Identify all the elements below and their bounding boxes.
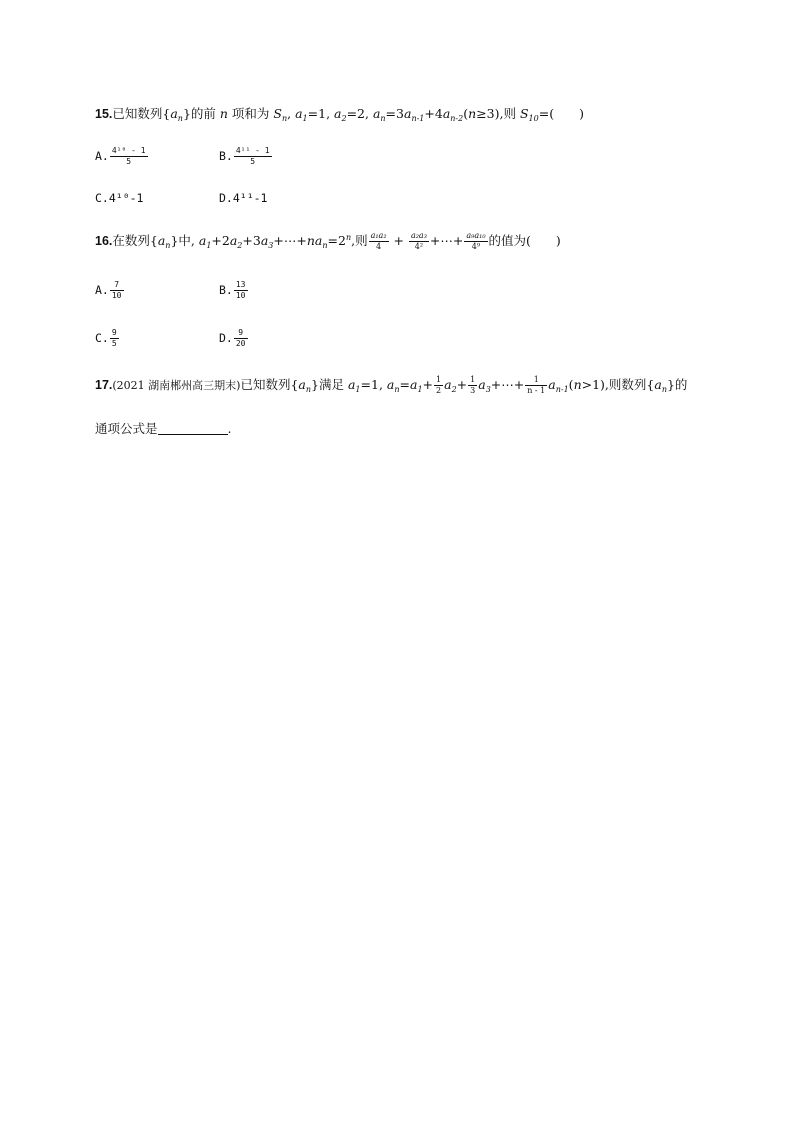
q17-text: 通项公式是 [95, 421, 158, 436]
question-15: 15.已知数列$\{a_n\}$的前 n 项和为 $S_n$, $a_1=1$, $a_2=2$, $a_n=3a_{n-1}+4a_{n-2}(n\ge 3)$,则 $S_{10}=$( ) [95, 106, 584, 123]
q16-text: ,则 [351, 233, 368, 248]
option-text: 4¹¹-1 [232, 191, 268, 205]
math-a1: $a_1$ [198, 233, 212, 250]
option-a[interactable] [95, 146, 149, 167]
question-source: (2021 湖南郴州高三期末) [112, 379, 241, 392]
q17-text: ( [568, 377, 574, 392]
fraction [234, 328, 248, 349]
q16-text: 的值为( ) [488, 233, 561, 248]
answer-blank[interactable] [158, 420, 228, 435]
q17-text: + [422, 377, 434, 392]
math-an2: $a_{n-2}$ [442, 106, 464, 123]
option-label: B. [219, 149, 233, 163]
q17-text: =1, [360, 377, 387, 392]
q15-text: 项和为 [227, 106, 274, 121]
option-label: C. [95, 331, 109, 345]
denominator: 3 [470, 386, 476, 395]
question-17 [95, 375, 687, 396]
math-n: n [219, 106, 228, 121]
math-n: n [468, 106, 477, 121]
math-a2: $a_2$ [334, 106, 347, 123]
denominator: 5 [250, 157, 256, 166]
option-label: D. [219, 191, 233, 205]
denominator: 10 [235, 291, 246, 300]
math-a2: $a_2$ [229, 233, 243, 250]
math-a: $a_n$ [170, 106, 183, 123]
option-label: C. [95, 191, 109, 205]
q15-text: =( ) [538, 106, 584, 121]
math-a3: $a_3$ [260, 233, 274, 250]
numerator: 13 [235, 280, 246, 289]
math-an: $a_n$ [386, 377, 400, 394]
math-s: $S_n$ [273, 106, 288, 123]
fraction [464, 231, 487, 252]
math-an: $a_n$ [372, 106, 386, 123]
option-label: A. [95, 283, 109, 297]
numerator: 9 [234, 328, 248, 339]
option-label: D. [219, 331, 233, 345]
option-d[interactable] [219, 328, 249, 349]
denominator: 5 [111, 339, 117, 348]
q16-text: +⋯+ [429, 233, 464, 248]
denominator: 4⁹ [471, 242, 481, 251]
math-a3: $a_3$ [478, 377, 491, 394]
fraction [110, 280, 124, 301]
option-a[interactable] [95, 280, 125, 301]
q17-text: >1),则数列{ [581, 377, 655, 392]
numerator: 4¹⁰ - 1 [111, 146, 146, 155]
math-a1: $a_1$ [347, 377, 361, 394]
math-an1: $a_{n-1}$ [403, 106, 425, 123]
question-number: 17. [95, 378, 113, 392]
math-nan: $na_n$ [306, 233, 328, 250]
q15-text: =2, [346, 106, 373, 121]
numerator: 1 [525, 375, 547, 386]
q17-text: }的 [666, 377, 688, 392]
fraction [369, 231, 389, 252]
q16-text: +⋯+ [273, 233, 307, 248]
q17-text: + [456, 377, 468, 392]
math-a: $a_n$ [157, 233, 171, 250]
q16-text: +2 [211, 233, 230, 248]
q16-text: }中, [170, 233, 199, 248]
fraction [234, 280, 248, 301]
numerator: a₂a₃ [410, 231, 427, 240]
option-b[interactable] [219, 280, 249, 301]
numerator: 1 [470, 375, 476, 384]
fraction [110, 146, 148, 167]
fraction [525, 375, 547, 396]
option-d[interactable] [219, 189, 267, 207]
q17-text: . [227, 421, 232, 436]
option-text: 4¹⁰-1 [108, 191, 144, 205]
math-exp-n: n [345, 233, 352, 242]
math-a: $a_n$ [654, 377, 667, 394]
numerator: 9 [111, 328, 117, 337]
option-label: A. [95, 149, 109, 163]
denominator: 4² [414, 242, 424, 251]
q15-text: =3 [385, 106, 404, 121]
q15-text: =1, [307, 106, 335, 121]
math-an1: $a_{n-1}$ [548, 377, 569, 394]
q15-text: ≥3),则 [476, 106, 520, 121]
denominator: 20 [235, 339, 246, 348]
denominator: n - 1 [527, 386, 546, 395]
option-c[interactable] [95, 189, 143, 207]
option-b[interactable] [219, 146, 273, 167]
q16-text: + [389, 233, 408, 248]
numerator: 4¹¹ - 1 [235, 146, 270, 155]
option-c[interactable] [95, 328, 120, 349]
fraction [434, 375, 443, 396]
math-n: n [573, 377, 582, 392]
q15-text: +4 [424, 106, 443, 121]
option-label: B. [219, 283, 233, 297]
q17-text: }满足 [311, 377, 348, 392]
numerator: 1 [436, 375, 442, 384]
denominator: 2 [436, 386, 442, 395]
q17-text: +⋯+ [490, 377, 525, 392]
q15-text: 已知数列{ [112, 106, 171, 121]
denominator: 5 [126, 157, 132, 166]
q16-text: 在数列{ [112, 233, 158, 248]
fraction [468, 375, 477, 396]
denominator: 10 [111, 291, 122, 300]
denominator: 4 [376, 242, 382, 251]
q17-text: 已知数列{ [240, 377, 299, 392]
question-number: 15. [95, 107, 113, 121]
q15-text: ( [463, 106, 469, 121]
numerator: a₁a₂ [370, 231, 387, 240]
numerator: a₉a₁₀ [466, 231, 486, 240]
question-16 [95, 231, 561, 252]
fraction [110, 328, 119, 349]
fraction [234, 146, 272, 167]
question-number: 16. [95, 234, 113, 248]
fraction [409, 231, 429, 252]
math-a2: $a_2$ [444, 377, 457, 394]
question-17-line2 [95, 420, 232, 438]
numerator: 7 [110, 280, 124, 291]
q17-text: = [399, 377, 410, 392]
q16-text: +3 [242, 233, 261, 248]
math-s10: $S_{10}$ [519, 106, 539, 123]
q16-text: =2 [327, 233, 346, 248]
math-a1: $a_1$ [409, 377, 423, 394]
q15-text: }的前 [182, 106, 220, 121]
math-a: $a_n$ [298, 377, 312, 394]
math-a1: $a_1$ [295, 106, 308, 123]
